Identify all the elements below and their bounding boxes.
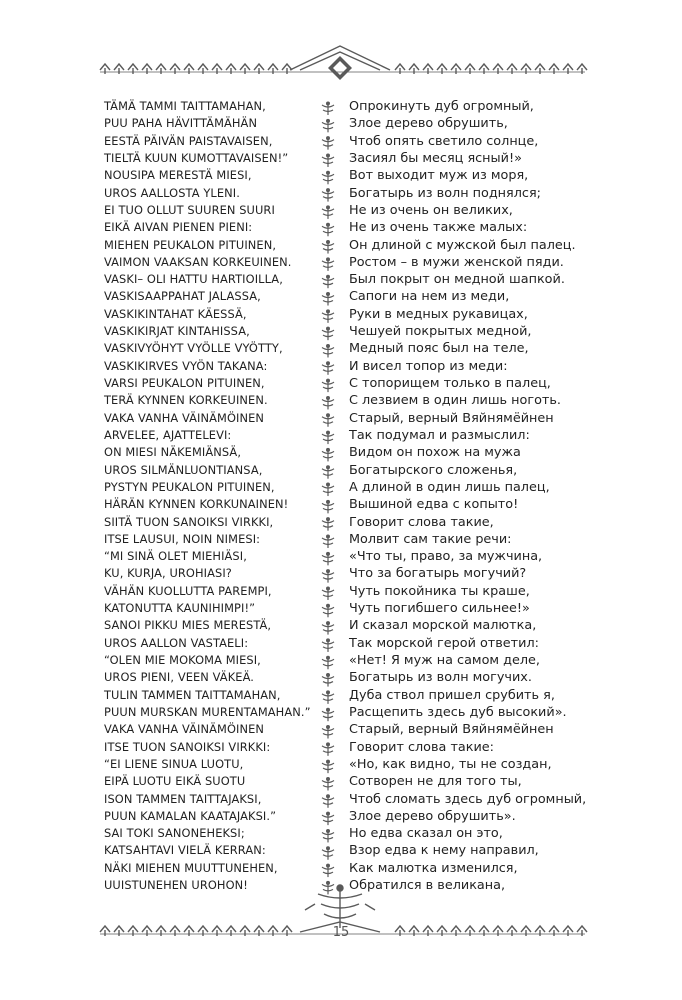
russian-verse-line: Сапоги на нем из меди,	[349, 289, 510, 305]
russian-verse-line: И висел топор из меди:	[349, 358, 508, 374]
russian-verse-line: Руки в медных рукавицах,	[349, 306, 528, 322]
russian-verse-line: Так подумал и размыслил:	[349, 427, 530, 443]
finnish-verse-line: TÄMÄ TAMMI TAITTAMAHAN,	[104, 99, 266, 113]
finnish-verse-line: EI TUO OLLUT SUUREN SUURI	[104, 202, 275, 217]
russian-verse-line: Богатырь из волн поднялся;	[349, 185, 541, 201]
finnish-verse-line: PUU PAHA HÄVITTÄMÄHÄN	[104, 116, 258, 131]
finnish-verse-line: TERÄ KYNNEN KORKEUINEN.	[104, 393, 268, 408]
finnish-verse-line: MIEHEN PEUKALON PITUINEN,	[104, 237, 277, 252]
finnish-verse-line: SAI TOKI SANONEHEKSI;	[104, 826, 245, 841]
tree-motif-icon	[322, 362, 334, 375]
russian-verse-line: «Нет! Я муж на самом деле,	[349, 653, 540, 668]
finnish-verse-line: ARVELEE, AJATTELEVI:	[104, 427, 232, 442]
finnish-verse-line: KATONUTTA KAUNIHIMPI!”	[104, 601, 256, 616]
tree-motif-icon	[322, 448, 334, 461]
tree-motif-icon	[322, 726, 334, 739]
tree-motif-icon	[322, 691, 334, 704]
tree-motif-icon	[322, 622, 334, 635]
finnish-verse-line: UROS PIENI, VEEN VÄKEÄ.	[104, 670, 254, 685]
tree-motif-icon	[322, 137, 334, 150]
finnish-verse-line: VASKIVYÖHYT VYÖLLE VYÖTTY,	[104, 341, 283, 356]
russian-verse-line: Видом он похож на мужа	[349, 445, 521, 461]
russian-verse-line: Злое дерево обрушить».	[349, 808, 516, 824]
tree-motif-icon	[322, 102, 334, 115]
tree-motif-icon	[322, 639, 334, 652]
russian-verse-line: Чтоб опять светило солнце,	[349, 133, 539, 149]
finnish-verse-line: EIPÄ LUOTU EIKÄ SUOTU	[104, 774, 246, 789]
tree-motif-icon	[322, 656, 334, 669]
tree-motif-icon	[322, 552, 334, 565]
tree-motif-icon	[322, 587, 334, 600]
tree-motif-icon	[322, 241, 334, 254]
finnish-verse-line: SIITÄ TUON SANOIKSI VIRKKI,	[104, 514, 274, 529]
russian-verse-line: Не из очень также малых:	[349, 220, 528, 236]
tree-motif-icon	[322, 812, 334, 825]
russian-verse-line: Старый, верный Вяйнямёйнен	[349, 410, 554, 426]
tree-motif-icon	[322, 293, 334, 306]
tree-motif-icon	[322, 327, 334, 340]
tree-motif-icon	[322, 310, 334, 323]
finnish-verse-line: EIKÄ AIVAN PIENEN PIENI:	[104, 220, 253, 235]
tree-motif-icon	[322, 604, 334, 617]
tree-motif-icon	[322, 795, 334, 808]
russian-verse-line: Опрокинуть дуб огромный,	[349, 99, 534, 114]
russian-verse-line: Как малютка изменился,	[349, 860, 518, 876]
tree-motif-icon	[322, 518, 334, 531]
russian-verse-line: С топорищем только в палец,	[349, 376, 551, 391]
russian-verse-line: Что за богатырь могучий?	[349, 566, 527, 582]
finnish-verse-line: VASKIKIRVES VYÖN TAKANA:	[104, 358, 268, 373]
finnish-verse-line: VASKIKINTAHAT KÄESSÄ,	[104, 306, 247, 321]
finnish-verse-line: PUUN MURSKAN MURENTAMAHAN.”	[104, 704, 311, 719]
finnish-verse-line: PYSTYN PEUKALON PITUINEN,	[104, 479, 275, 494]
russian-verse-line: Сотворен не для того ты,	[349, 774, 522, 790]
russian-verse-line: Чуть покойника ты краше,	[349, 583, 530, 599]
tree-motif-icon	[322, 414, 334, 427]
tree-motif-icon	[322, 431, 334, 444]
finnish-verse-line: KATSAHTAVI VIELÄ KERRAN:	[104, 843, 266, 858]
bottom-ornamental-border	[0, 880, 682, 960]
tree-motif-icon	[322, 379, 334, 392]
tree-motif-icon	[322, 570, 334, 583]
russian-verse-line: Чтоб сломать здесь дуб огромный,	[349, 791, 587, 807]
finnish-verse-line: KU, KURJA, UROHIASI?	[104, 566, 232, 581]
russian-verse-line: Старый, верный Вяйнямёйнен	[349, 722, 554, 738]
finnish-verse-line: VÄHÄN KUOLLUTTA PAREMPI,	[104, 583, 272, 598]
finnish-verse-line: ON MIESI NÄKEMIÄNSÄ,	[104, 445, 242, 460]
finnish-verse-line: UROS SILMÄNLUONTIANSA,	[104, 462, 263, 477]
russian-verse-line: Молвит сам такие речи:	[349, 531, 512, 547]
finnish-verse-line: UROS AALLOSTA YLENI.	[104, 185, 240, 200]
finnish-verse-line: EESTÄ PÄIVÄN PAISTAVAISEN,	[104, 133, 273, 148]
finnish-verse-line: NOUSIPA MERESTÄ MIESI,	[104, 168, 252, 183]
top-ornamental-border	[0, 40, 682, 100]
russian-verse-line: Богатырского сложенья,	[349, 462, 518, 478]
tree-motif-icon	[322, 189, 334, 202]
russian-verse-line: Чуть погибшего сильнее!»	[349, 601, 530, 617]
tree-motif-icon	[322, 223, 334, 236]
russian-verse-line: Так морской герой ответил:	[349, 635, 539, 651]
finnish-verse-line: VASKISAAPPAHAT JALASSA,	[104, 289, 261, 304]
zigzag-pattern	[100, 46, 587, 80]
finnish-verse-line: “EI LIENE SINUA LUOTU,	[104, 756, 244, 771]
russian-verse-line: «Что ты, право, за мужчина,	[349, 549, 543, 565]
russian-verse-line: А длиной в один лишь палец,	[349, 479, 550, 495]
tree-motif-icon	[322, 847, 334, 860]
russian-verse-line: Ростом – в мужи женской пяди.	[349, 254, 564, 270]
tree-motif-icon	[322, 258, 334, 271]
russian-verse-line: Обратился в великана,	[349, 878, 506, 894]
russian-verse-line: «Но, как видно, ты не создан,	[349, 756, 552, 772]
page-number: 15	[332, 925, 350, 940]
russian-verse-line: С лезвием в один лишь ноготь.	[349, 393, 561, 409]
russian-verse-line: Говорит слова такие:	[349, 739, 494, 755]
finnish-verse-line: VAIMON VAAKSAN KORKEUINEN.	[104, 254, 292, 269]
tree-motif-icon	[322, 119, 334, 132]
russian-verse-line: Он длиной с мужской был палец.	[349, 237, 576, 253]
tree-motif-icon	[322, 535, 334, 548]
finnish-verse-line: “MI SINÄ OLET MIEHIÄSI,	[104, 549, 247, 564]
russian-verse-line: Говорит слова такие,	[349, 514, 494, 530]
finnish-verse-line: HÄRÄN KYNNEN KORKUNAINEN!	[104, 497, 289, 512]
finnish-verse-line: TIELTÄ KUUN KUMOTTAVAISEN!”	[104, 150, 289, 165]
finnish-verse-line: ITSE LAUSUI, NOIN NIMESI:	[104, 531, 261, 546]
russian-verse-line: Засиял бы месяц ясный!»	[349, 150, 522, 166]
tree-motif-icon	[322, 743, 334, 756]
russian-verse-line: Дуба ствол пришел срубить я,	[349, 687, 555, 703]
russian-verse-line: И сказал морской малютка,	[349, 618, 537, 634]
finnish-verse-line: ITSE TUON SANOIKSI VIRKKI:	[104, 739, 271, 754]
finnish-verse-line: UUISTUNEHEN UROHON!	[104, 878, 248, 893]
tree-motif-icon	[322, 344, 334, 357]
finnish-verse-line: VARSI PEUKALON PITUINEN,	[104, 376, 265, 390]
tree-motif-icon	[322, 760, 334, 773]
tree-motif-icon	[322, 206, 334, 219]
russian-verse-line: Богатырь из волн могучих.	[349, 670, 532, 686]
tree-motif-icon	[322, 864, 334, 877]
finnish-verse-line: VAKA VANHA VÄINÄMÖINEN	[104, 410, 265, 425]
finnish-verse-line: NÄKI MIEHEN MUUTTUNEHEN,	[104, 860, 278, 875]
russian-verse-line: Чешуей покрытых медной,	[349, 324, 532, 340]
russian-verse-line: Вот выходит муж из моря,	[349, 168, 529, 184]
russian-verse-line: Медный пояс был на теле,	[349, 341, 529, 357]
russian-verse-line: Не из очень он великих,	[349, 202, 513, 218]
russian-verse-column	[349, 98, 599, 894]
tree-motif-icon	[322, 777, 334, 790]
finnish-verse-line: ISON TAMMEN TAITTAJAKSI,	[104, 791, 262, 806]
finnish-verse-line: UROS AALLON VASTAELI:	[104, 635, 249, 650]
tree-motif-icon	[322, 396, 334, 409]
finnish-verse-line: VASKIKIRJAT KINTAHISSA,	[104, 324, 250, 339]
tree-motif-icon	[322, 708, 334, 721]
russian-verse-line: Злое дерево обрушить,	[349, 116, 508, 132]
finnish-verse-line: SANOI PIKKU MIES MERESTÄ,	[104, 618, 272, 633]
tree-motif-icon	[322, 674, 334, 687]
vertical-ornament-divider	[318, 98, 338, 898]
russian-verse-line: Был покрыт он медной шапкой.	[349, 272, 565, 288]
tree-motif-icon	[322, 483, 334, 496]
tree-motif-icon	[322, 500, 334, 513]
tree-motif-icon	[322, 466, 334, 479]
tree-motif-icon	[322, 275, 334, 288]
finnish-verse-line: VAKA VANHA VÄINÄMÖINEN	[104, 722, 265, 737]
russian-verse-line: Расщепить здесь дуб высокий».	[349, 704, 567, 720]
finnish-verse-column	[104, 98, 311, 894]
russian-verse-line: Взор едва к нему направил,	[349, 843, 539, 859]
tree-motif-icon	[322, 154, 334, 167]
finnish-verse-line: PUUN KAMALAN KAATAJAKSI.”	[104, 808, 277, 823]
russian-verse-line: Но едва сказал он это,	[349, 826, 503, 842]
tree-motif-icon	[322, 829, 334, 842]
finnish-verse-line: “OLEN MIE MOKOMA MIESI,	[104, 653, 261, 667]
tree-motif-icon	[322, 171, 334, 184]
finnish-verse-line: VASKI– OLI HATTU HARTIOILLA,	[104, 272, 283, 287]
russian-verse-line: Вышиной едва с копыто!	[349, 497, 519, 513]
finnish-verse-line: TULIN TAMMEN TAITTAMAHAN,	[104, 687, 281, 702]
